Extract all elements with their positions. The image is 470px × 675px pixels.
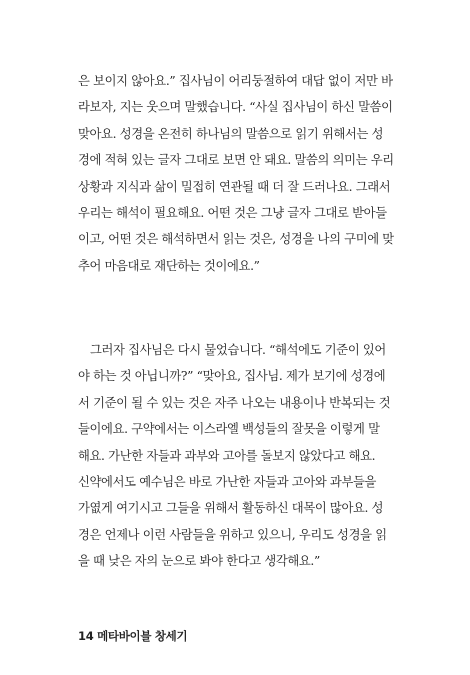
text-line: 라보자, 지는 웃으며 말했습니다. “사실 집사님이 하신 말씀이 bbox=[78, 100, 393, 115]
text-line: 맞아요. 성경을 온전히 하나님의 말씀으로 읽기 위해서는 성 bbox=[78, 126, 384, 141]
text-line: 해요. 가난한 자들과 과부와 고아를 돌보지 않았다고 해요. bbox=[78, 448, 376, 463]
text-line: 경에 적혀 있는 글자 그대로 보면 안 돼요. 말씀의 의미는 우리 bbox=[78, 153, 394, 168]
paragraph-1 bbox=[78, 68, 398, 279]
text-line: 서 기준이 될 수 있는 것은 자주 나오는 내용이나 반복되는 것 bbox=[78, 395, 391, 410]
page-footer bbox=[78, 628, 187, 644]
text-line: 이고, 어떤 것은 해석하면서 읽는 것은, 성경을 나의 구미에 맞 bbox=[78, 232, 394, 247]
text-line: 그러자 집사님은 다시 물었습니다. “해석에도 기준이 있어 bbox=[78, 343, 386, 357]
text-line: 들이에요. 구약에서는 이스라엘 백성들의 잘못을 이렇게 말 bbox=[78, 422, 380, 437]
text-line: 야 하는 것 아닙니까?” “맞아요, 집사님. 제가 보기에 성경에 bbox=[78, 369, 386, 384]
text-line: 신약에서도 예수님은 바로 가난한 자들과 고아와 과부들을 bbox=[78, 474, 377, 489]
text-line: 가엾게 여기시고 그들을 위해서 활동하신 대목이 많아요. 성 bbox=[78, 501, 384, 516]
text-line: 우리는 해석이 필요해요. 어떤 것은 그냥 글자 그대로 받아들 bbox=[78, 205, 387, 220]
text-line: 경은 언제나 이런 사람들을 위하고 있으니, 우리도 성경을 읽 bbox=[78, 527, 387, 542]
paragraph-2 bbox=[78, 337, 398, 575]
page-number: 14 bbox=[78, 629, 94, 643]
text-line: 은 보이지 않아요.” 집사님이 어리둥절하여 대답 없이 저만 바 bbox=[78, 74, 393, 88]
book-title: 메타바이블 창세기 bbox=[97, 629, 188, 643]
text-line: 추어 마음대로 재단하는 것이에요.” bbox=[78, 258, 260, 273]
text-line: 상황과 지식과 삶이 밀접히 연관될 때 더 잘 드러나요. 그래서 bbox=[78, 179, 391, 194]
text-line: 을 때 낮은 자의 눈으로 봐야 한다고 생각해요.” bbox=[78, 554, 320, 569]
